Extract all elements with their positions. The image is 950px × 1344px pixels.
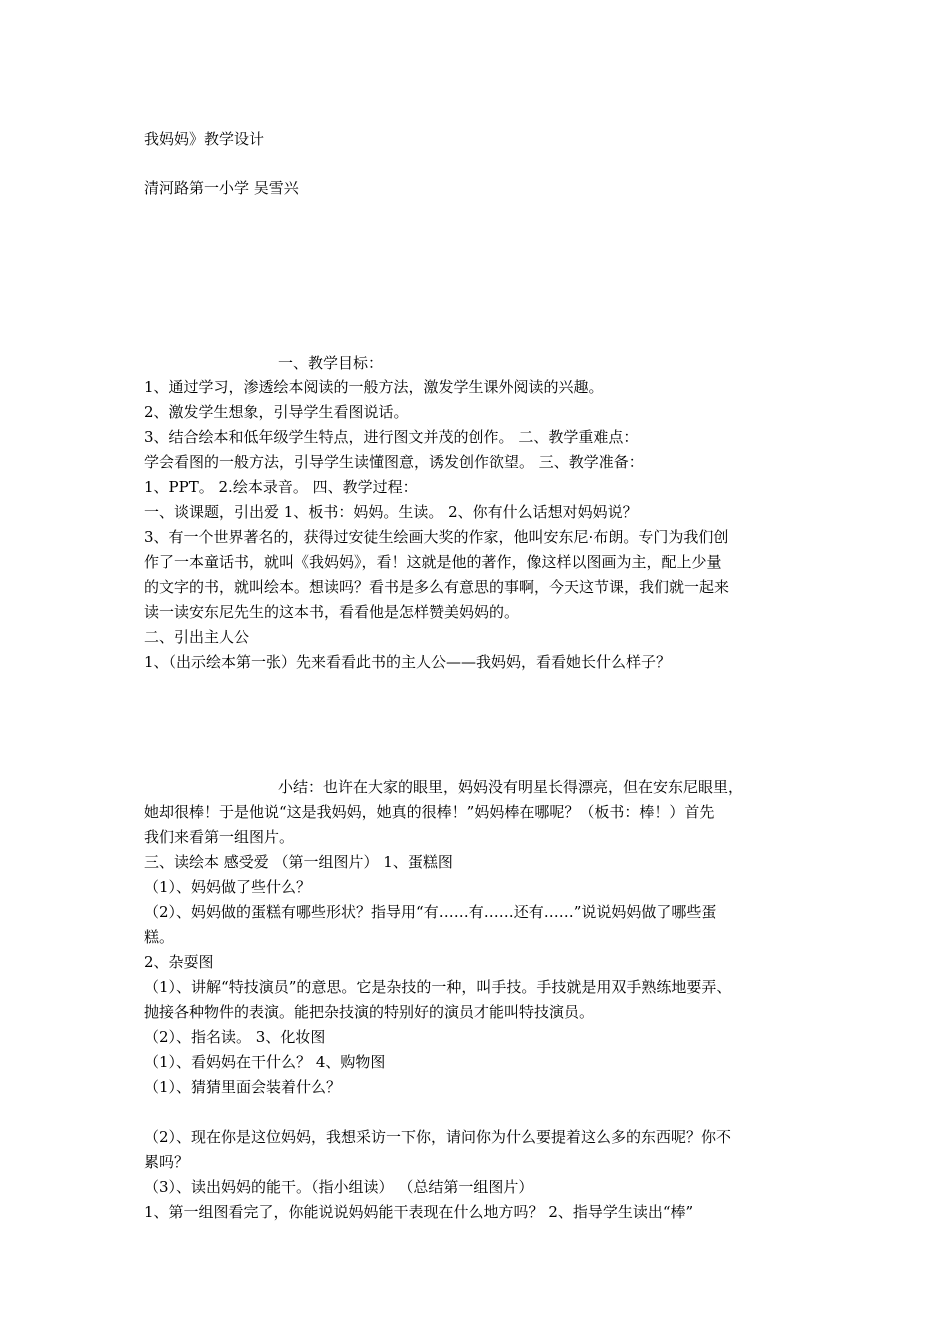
text-line: 1、第一组图看完了，你能说说妈妈能干表现在什么地方吗？ 2、指导学生读出“棒”	[144, 1203, 694, 1221]
section-heading: 二、引出主人公	[144, 628, 250, 646]
text-line: 1、（出示绘本第一张）先来看看此书的主人公——我妈妈，看看她长什么样子？	[144, 653, 672, 671]
text-line: （2）、指名读。 3、化妆图	[144, 1028, 326, 1046]
text-line: 2、杂耍图	[144, 953, 214, 971]
text-line: 的文字的书，就叫绘本。想读吗？看书是多么有意思的事啊，今天这节课，我们就一起来	[144, 578, 730, 596]
text-line: 糕。	[144, 928, 175, 946]
text-line: （1）、妈妈做了些什么？	[144, 878, 312, 896]
text-line: 3、结合绘本和低年级学生特点，进行图文并茂的创作。 二、教学重难点：	[144, 428, 639, 446]
text-line: 一、谈课题，引出爱 1、板书：妈妈。生读。 2、你有什么话想对妈妈说？	[144, 503, 638, 521]
text-line: （2）、妈妈做的蛋糕有哪些形状？指导用“有……有……还有……”说说妈妈做了哪些蛋	[144, 903, 717, 921]
text-line: 我们来看第一组图片。	[144, 828, 295, 846]
text-line: 1、通过学习，渗透绘本阅读的一般方法，激发学生课外阅读的兴趣。	[144, 378, 604, 396]
text-line: （1）、猜猜里面会装着什么？	[144, 1078, 342, 1096]
document-title: 我妈妈》教学设计	[144, 130, 265, 148]
text-line: 3、有一个世界著名的，获得过安徒生绘画大奖的作家，他叫安东尼·布朗。专门为我们创	[144, 528, 729, 546]
text-line: （2）、现在你是这位妈妈，我想采访一下你，请问你为什么要提着这么多的东西呢？你不	[144, 1128, 732, 1146]
section-heading: 三、读绘本 感受爱 （第一组图片） 1、蛋糕图	[144, 853, 453, 871]
text-line: 读一读安东尼先生的这本书，看看他是怎样赞美妈妈的。	[144, 603, 520, 621]
section-heading-goals: 一、教学目标：	[278, 354, 384, 372]
text-line: （3）、读出妈妈的能干。（指小组读） （总结第一组图片）	[144, 1178, 534, 1196]
text-line: 作了一本童话书，就叫《我妈妈》，看！这就是他的著作，像这样以图画为主，配上少量	[144, 553, 722, 571]
summary-line: 小结：也许在大家的眼里，妈妈没有明星长得漂亮，但在安东尼眼里，	[278, 778, 744, 796]
text-line: 累吗？	[144, 1153, 190, 1171]
text-line: 1、PPT。 2.绘本录音。 四、教学过程：	[144, 478, 418, 496]
text-line: （1）、看妈妈在干什么？ 4、购物图	[144, 1053, 386, 1071]
text-line: 她却很棒！于是他说“这是我妈妈，她真的很棒！”妈妈棒在哪呢？（板书：棒！）首先	[144, 803, 715, 821]
author-line: 清河路第一小学 吴雪兴	[144, 179, 299, 197]
text-line: 抛接各种物件的表演。能把杂技演的特别好的演员才能叫特技演员。	[144, 1003, 595, 1021]
text-line: （1）、讲解“特技演员”的意思。它是杂技的一种，叫手技。手技就是用双手熟练地要弄、	[144, 978, 732, 996]
text-line: 2、激发学生想象，引导学生看图说话。	[144, 403, 409, 421]
text-line: 学会看图的一般方法，引导学生读懂图意，诱发创作欲望。 三、教学准备：	[144, 453, 644, 471]
